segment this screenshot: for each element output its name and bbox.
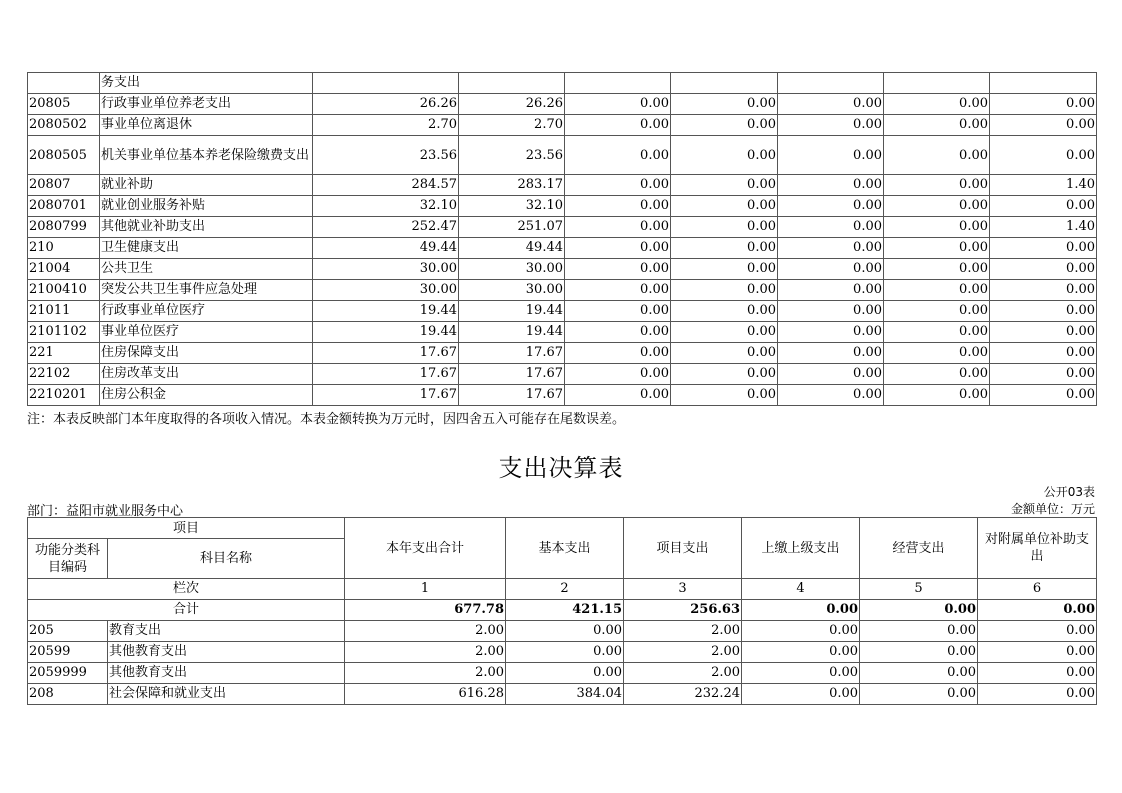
header-operating-expenditure: 经营支出 xyxy=(860,518,978,579)
amount-cell: 0.00 xyxy=(506,642,624,663)
table-row xyxy=(28,364,1097,385)
amount-unit-label: 金额单位：万元 xyxy=(1010,502,1095,516)
amount-cell: 0.00 xyxy=(778,322,884,343)
amount-cell: 23.56 xyxy=(459,136,565,175)
amount-cell: 0.00 xyxy=(671,217,778,238)
subject-name: 住房保障支出 xyxy=(100,343,313,364)
amount-cell xyxy=(671,73,778,94)
table-number: 公开03表 xyxy=(1043,485,1095,499)
table-row xyxy=(28,642,1097,663)
amount-cell: 284.57 xyxy=(313,175,459,196)
amount-cell: 0.00 xyxy=(778,94,884,115)
subject-code: 2080505 xyxy=(28,136,100,175)
amount-cell: 0.00 xyxy=(671,238,778,259)
amount-cell: 0.00 xyxy=(778,238,884,259)
amount-cell: 0.00 xyxy=(860,684,978,705)
amount-cell: 19.44 xyxy=(459,322,565,343)
amount-cell: 0.00 xyxy=(990,322,1097,343)
table-row xyxy=(28,94,1097,115)
amount-cell: 0.00 xyxy=(506,621,624,642)
amount-cell: 0.00 xyxy=(565,175,671,196)
amount-cell: 0.00 xyxy=(565,196,671,217)
amount-cell: 0.00 xyxy=(884,115,990,136)
amount-cell: 0.00 xyxy=(778,115,884,136)
amount-cell: 0.00 xyxy=(990,364,1097,385)
header-remit-superior: 上缴上级支出 xyxy=(742,518,860,579)
amount-cell: 0.00 xyxy=(565,301,671,322)
amount-cell: 616.28 xyxy=(345,684,506,705)
amount-cell: 0.00 xyxy=(978,663,1097,684)
subject-name: 其他教育支出 xyxy=(108,663,345,684)
amount-cell: 0.00 xyxy=(990,196,1097,217)
amount-cell xyxy=(565,73,671,94)
amount-cell: 0.00 xyxy=(884,364,990,385)
amount-cell: 0.00 xyxy=(565,259,671,280)
total-value: 421.15 xyxy=(506,600,624,621)
subject-name: 事业单位医疗 xyxy=(100,322,313,343)
amount-cell: 1.40 xyxy=(990,217,1097,238)
amount-cell: 17.67 xyxy=(313,343,459,364)
header-function-code: 功能分类科目编码 xyxy=(28,539,108,579)
amount-cell: 0.00 xyxy=(778,280,884,301)
amount-cell: 30.00 xyxy=(459,280,565,301)
amount-cell: 0.00 xyxy=(990,301,1097,322)
amount-cell: 0.00 xyxy=(778,217,884,238)
subject-code: 2100410 xyxy=(28,280,100,301)
amount-cell: 0.00 xyxy=(565,343,671,364)
amount-cell: 251.07 xyxy=(459,217,565,238)
amount-cell: 0.00 xyxy=(671,196,778,217)
amount-cell xyxy=(778,73,884,94)
table-row xyxy=(28,73,1097,94)
amount-cell: 0.00 xyxy=(990,259,1097,280)
header-subsidiary-subsidy: 对附属单位补助支出 xyxy=(978,518,1097,579)
amount-cell: 0.00 xyxy=(990,136,1097,175)
amount-cell: 0.00 xyxy=(565,217,671,238)
subject-code: 205 xyxy=(28,621,108,642)
amount-cell: 19.44 xyxy=(313,301,459,322)
amount-cell: 0.00 xyxy=(990,280,1097,301)
header-subject-name: 科目名称 xyxy=(108,539,345,579)
amount-cell: 2.70 xyxy=(459,115,565,136)
income-table xyxy=(27,72,1097,406)
subject-name: 其他教育支出 xyxy=(108,642,345,663)
subject-name: 其他就业补助支出 xyxy=(100,217,313,238)
amount-cell: 0.00 xyxy=(671,259,778,280)
amount-cell: 283.17 xyxy=(459,175,565,196)
amount-cell: 2.00 xyxy=(345,621,506,642)
amount-cell: 0.00 xyxy=(565,322,671,343)
subject-name: 教育支出 xyxy=(108,621,345,642)
amount-cell: 0.00 xyxy=(565,385,671,406)
amount-cell: 2.00 xyxy=(624,663,742,684)
subject-code: 208 xyxy=(28,684,108,705)
table-row xyxy=(28,663,1097,684)
amount-cell: 2.70 xyxy=(313,115,459,136)
table-row xyxy=(28,385,1097,406)
table-row xyxy=(28,196,1097,217)
table-row xyxy=(28,259,1097,280)
amount-cell: 0.00 xyxy=(990,115,1097,136)
subject-name: 卫生健康支出 xyxy=(100,238,313,259)
subject-code: 20807 xyxy=(28,175,100,196)
amount-cell: 0.00 xyxy=(742,663,860,684)
subject-code: 221 xyxy=(28,343,100,364)
amount-cell: 0.00 xyxy=(565,115,671,136)
subject-code: 2059999 xyxy=(28,663,108,684)
page-title: 支出决算表 xyxy=(498,454,624,482)
amount-cell: 0.00 xyxy=(884,196,990,217)
amount-cell: 0.00 xyxy=(565,280,671,301)
department-label: 部门：益阳市就业服务中心 xyxy=(27,504,184,519)
amount-cell: 0.00 xyxy=(884,301,990,322)
subject-name: 行政事业单位医疗 xyxy=(100,301,313,322)
subject-code: 2080701 xyxy=(28,196,100,217)
column-index: 4 xyxy=(742,579,860,600)
amount-cell: 0.00 xyxy=(671,136,778,175)
column-index: 6 xyxy=(978,579,1097,600)
amount-cell: 0.00 xyxy=(671,175,778,196)
amount-cell: 0.00 xyxy=(978,684,1097,705)
amount-cell xyxy=(990,73,1097,94)
amount-cell: 0.00 xyxy=(778,364,884,385)
expenditure-table xyxy=(27,517,1097,705)
amount-cell: 0.00 xyxy=(671,343,778,364)
amount-cell: 17.67 xyxy=(313,385,459,406)
amount-cell: 0.00 xyxy=(884,385,990,406)
amount-cell: 26.26 xyxy=(313,94,459,115)
subject-code: 2080502 xyxy=(28,115,100,136)
amount-cell: 0.00 xyxy=(884,136,990,175)
column-index: 1 xyxy=(345,579,506,600)
total-value: 677.78 xyxy=(345,600,506,621)
amount-cell: 384.04 xyxy=(506,684,624,705)
amount-cell: 0.00 xyxy=(671,280,778,301)
subject-code: 21011 xyxy=(28,301,100,322)
amount-cell: 232.24 xyxy=(624,684,742,705)
table-row xyxy=(28,136,1097,175)
amount-cell: 17.67 xyxy=(459,364,565,385)
amount-cell: 0.00 xyxy=(778,301,884,322)
amount-cell: 0.00 xyxy=(884,259,990,280)
amount-cell: 2.00 xyxy=(624,642,742,663)
subject-name: 就业创业服务补贴 xyxy=(100,196,313,217)
column-index: 3 xyxy=(624,579,742,600)
amount-cell: 0.00 xyxy=(990,238,1097,259)
table-row xyxy=(28,343,1097,364)
amount-cell: 26.26 xyxy=(459,94,565,115)
table-row xyxy=(28,280,1097,301)
subject-code: 2080799 xyxy=(28,217,100,238)
amount-cell: 17.67 xyxy=(313,364,459,385)
amount-cell: 0.00 xyxy=(860,642,978,663)
amount-cell: 0.00 xyxy=(778,385,884,406)
amount-cell: 2.00 xyxy=(345,663,506,684)
amount-cell: 0.00 xyxy=(671,301,778,322)
subject-name: 机关事业单位基本养老保险缴费支出 xyxy=(100,136,313,175)
amount-cell: 32.10 xyxy=(313,196,459,217)
amount-cell: 0.00 xyxy=(778,175,884,196)
amount-cell: 0.00 xyxy=(565,94,671,115)
table-row xyxy=(28,175,1097,196)
column-index: 5 xyxy=(860,579,978,600)
amount-cell: 0.00 xyxy=(884,217,990,238)
amount-cell: 19.44 xyxy=(313,322,459,343)
amount-cell: 0.00 xyxy=(884,343,990,364)
amount-cell: 30.00 xyxy=(459,259,565,280)
amount-cell: 0.00 xyxy=(778,343,884,364)
amount-cell: 0.00 xyxy=(978,621,1097,642)
amount-cell: 0.00 xyxy=(860,621,978,642)
table-row xyxy=(28,621,1097,642)
amount-cell: 0.00 xyxy=(778,136,884,175)
amount-cell: 17.67 xyxy=(459,385,565,406)
amount-cell: 0.00 xyxy=(671,364,778,385)
amount-cell: 0.00 xyxy=(990,385,1097,406)
amount-cell: 0.00 xyxy=(506,663,624,684)
amount-cell: 0.00 xyxy=(742,684,860,705)
amount-cell: 0.00 xyxy=(671,94,778,115)
amount-cell: 32.10 xyxy=(459,196,565,217)
amount-cell: 2.00 xyxy=(624,621,742,642)
amount-cell: 0.00 xyxy=(884,280,990,301)
table-row xyxy=(28,301,1097,322)
subject-name: 事业单位离退休 xyxy=(100,115,313,136)
total-label: 合计 xyxy=(28,600,345,621)
table-row xyxy=(28,238,1097,259)
column-index-label: 栏次 xyxy=(28,579,345,600)
subject-name: 住房改革支出 xyxy=(100,364,313,385)
amount-cell: 0.00 xyxy=(565,238,671,259)
amount-cell: 17.67 xyxy=(459,343,565,364)
amount-cell: 252.47 xyxy=(313,217,459,238)
header-item: 项目 xyxy=(28,518,345,539)
table-row xyxy=(28,322,1097,343)
amount-cell: 1.40 xyxy=(990,175,1097,196)
amount-cell: 0.00 xyxy=(990,94,1097,115)
subject-code: 2101102 xyxy=(28,322,100,343)
amount-cell: 0.00 xyxy=(990,343,1097,364)
amount-cell: 30.00 xyxy=(313,259,459,280)
subject-code: 2210201 xyxy=(28,385,100,406)
column-index: 2 xyxy=(506,579,624,600)
amount-cell: 0.00 xyxy=(671,322,778,343)
amount-cell: 0.00 xyxy=(671,385,778,406)
subject-name: 务支出 xyxy=(100,73,313,94)
subject-name: 住房公积金 xyxy=(100,385,313,406)
amount-cell: 0.00 xyxy=(742,621,860,642)
amount-cell: 0.00 xyxy=(778,259,884,280)
table-row xyxy=(28,684,1097,705)
amount-cell: 0.00 xyxy=(884,94,990,115)
total-value: 0.00 xyxy=(978,600,1097,621)
subject-code: 20805 xyxy=(28,94,100,115)
subject-name: 公共卫生 xyxy=(100,259,313,280)
header-total-expenditure: 本年支出合计 xyxy=(345,518,506,579)
subject-code: 20599 xyxy=(28,642,108,663)
amount-cell: 23.56 xyxy=(313,136,459,175)
amount-cell: 0.00 xyxy=(778,196,884,217)
table-row xyxy=(28,115,1097,136)
amount-cell: 0.00 xyxy=(671,115,778,136)
amount-cell xyxy=(313,73,459,94)
amount-cell: 30.00 xyxy=(313,280,459,301)
subject-name: 行政事业单位养老支出 xyxy=(100,94,313,115)
header-basic-expenditure: 基本支出 xyxy=(506,518,624,579)
table-row xyxy=(28,217,1097,238)
amount-cell xyxy=(459,73,565,94)
income-table-note: 注：本表反映部门本年度取得的各项收入情况。本表金额转换为万元时，因四舍五入可能存在尾数误差。 xyxy=(27,412,626,427)
subject-code: 210 xyxy=(28,238,100,259)
subject-code xyxy=(28,73,100,94)
amount-cell: 0.00 xyxy=(742,642,860,663)
subject-name: 就业补助 xyxy=(100,175,313,196)
amount-cell: 49.44 xyxy=(459,238,565,259)
amount-cell: 0.00 xyxy=(860,663,978,684)
amount-cell: 2.00 xyxy=(345,642,506,663)
amount-cell: 19.44 xyxy=(459,301,565,322)
total-value: 0.00 xyxy=(742,600,860,621)
subject-code: 21004 xyxy=(28,259,100,280)
header-project-expenditure: 项目支出 xyxy=(624,518,742,579)
amount-cell: 0.00 xyxy=(884,238,990,259)
amount-cell: 0.00 xyxy=(884,322,990,343)
subject-name: 社会保障和就业支出 xyxy=(108,684,345,705)
subject-name: 突发公共卫生事件应急处理 xyxy=(100,280,313,301)
total-value: 256.63 xyxy=(624,600,742,621)
total-value: 0.00 xyxy=(860,600,978,621)
amount-cell: 0.00 xyxy=(978,642,1097,663)
amount-cell: 0.00 xyxy=(565,136,671,175)
amount-cell xyxy=(884,73,990,94)
amount-cell: 0.00 xyxy=(884,175,990,196)
amount-cell: 49.44 xyxy=(313,238,459,259)
amount-cell: 0.00 xyxy=(565,364,671,385)
subject-code: 22102 xyxy=(28,364,100,385)
